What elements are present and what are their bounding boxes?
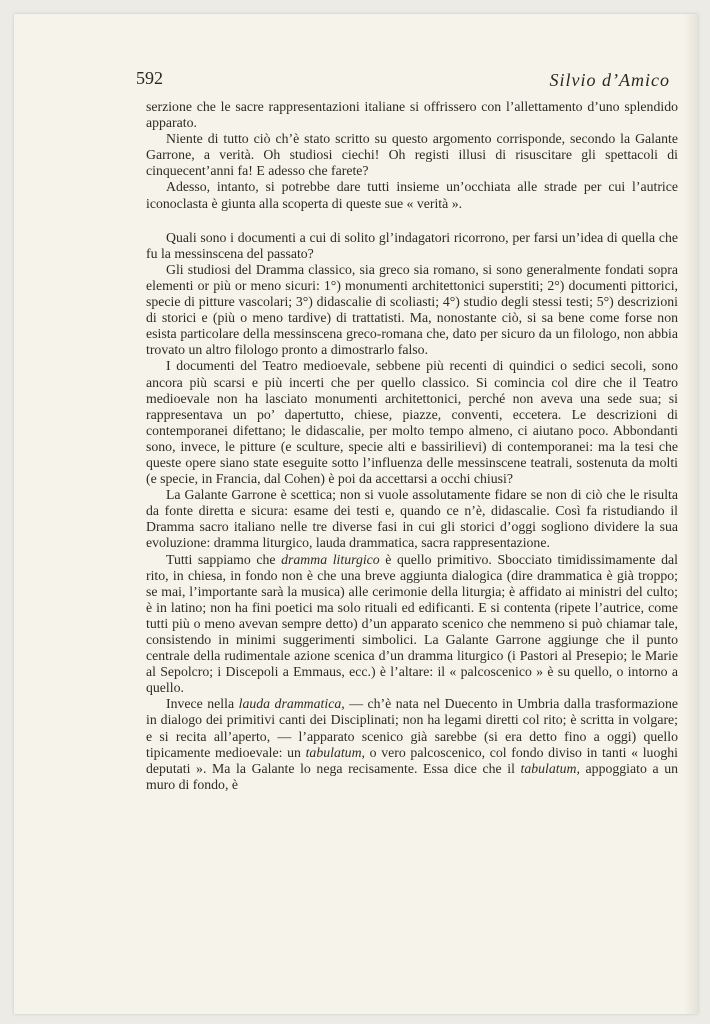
paragraph — [146, 179, 678, 211]
page-header — [136, 68, 678, 96]
paragraph — [146, 696, 678, 793]
text-run: Tutti sappiamo che — [166, 551, 282, 567]
text-run: serzione che le sacre rappresentazioni italiane si offrissero con l’allettamento d’uno splendido apparato. — [146, 99, 678, 131]
italic-text: lauda drammatica, — [238, 696, 345, 712]
paragraph — [146, 131, 678, 179]
text-run: Adesso, intanto, si potrebbe dare tutti insieme un’occhiata alle strade per cui l’autrice iconoclasta è giunta alla scoperta di queste sue « verità ». — [146, 179, 678, 211]
text-run: Niente di tutto ciò ch’è stato scritto su questo argomento corrisponde, secondo la Galante Garrone, a verità. Oh studiosi ciechi! Oh registi illusi di risuscitare gli spettacoli di cinquecent’anni fa! E adesso che farete? — [146, 131, 678, 179]
paragraph — [146, 262, 678, 359]
italic-text: dramma liturgico — [281, 551, 380, 567]
paragraph — [146, 487, 678, 551]
text-run: appoggiato a un muro di fondo, è — [146, 760, 678, 792]
text-run: Gli studiosi del Dramma classico, sia greco sia romano, si sono generalmente fondati sopra elementi or più or meno sicuri: 1°) monumenti architettonici superstiti; 2°) documenti pittorici, specie di pitture vascolari; 3°) didascalie di scoliasti; 4°) studio degli stessi testi; 5°) descrizioni di storici e (più o meno tardive) di trattatisti. Ma, nonostante ciò, si sa bene come forse non esista particolare della messinscena greco-romana che, dato per sicuro da un filologo, non abbia trovato un altro filologo pronto a dimostrarlo falso. — [146, 261, 678, 358]
running-head: Silvio d’Amico — [549, 70, 670, 90]
text-run: I documenti del Teatro medioevale, sebbene più recenti di quindici o sedici secoli, sono ancora più scarsi e più incerti che per quello classico. Si comincia col dire che il Teatro medioevale non ha lasciato monumenti architettonici, perché non aveva una sede sua; si rappresentava un po’ dapertutto, chiese, piazze, conventi, eccetera. Le descrizioni di contemporanei difettano; le didascalie, per molto tempo almeno, ci aiutano poco. Abbondanti sono, invece, le pitture (e sculture, specie alti e bassirilievi) di contemporanei: ma la tesi che queste opere siano state eseguite sotto l’influenza delle messinscene teatrali, sostenuta da molti (e specie, in Francia, dal Cohen) è poi da accettarsi a occhi chiusi? — [146, 358, 678, 487]
italic-text: tabulatum, — [520, 760, 580, 776]
paragraph — [146, 99, 678, 131]
page-edge-shadow — [684, 14, 698, 1014]
text-run: o vero palcoscenico, col fondo diviso in tanti « luoghi deputati ». Ma la Galante lo nega recisamente. Essa dice che il — [146, 744, 678, 776]
body-text — [146, 99, 678, 793]
italic-text: tabulatum, — [305, 744, 365, 760]
section-top — [146, 99, 678, 212]
book-page — [14, 14, 698, 1014]
text-run: La Galante Garrone è scettica; non si vuole assolutamente fidare se non di ciò che le risulta da fonte diretta e sicura: esame dei testi e, quando ce n’è, didascalie. Così fa ristudiando il Dramma sacro italiano nelle tre diverse fasi in cui gli storici d’oggi sogliono dividere la sua evoluzione: dramma liturgico, lauda drammatica, sacra rappresentazione. — [146, 487, 678, 551]
section-main — [146, 230, 678, 793]
text-run: è quello primitivo. Sbocciato timidissimamente dal rito, in chiesa, in fondo non è che una breve aggiunta dialogica (dire drammatica è già troppo; se mai, l’importante sarà la musica) alle cerimonie della liturgia; è affidato ai ministri del culto; è in latino; non ha fini poetici ma solo rituali ed edificanti. E si contenta (ripete l’autrice, come tutti più o meno avevan sempre detto) d’un apparato scenico che nemmeno si può chiamar tale, consistendo in minimi suggerimenti simbolici. La Galante Garrone aggiunge che il punto centrale della rudimentale azione scenica d’un dramma liturgico (i Pastori al Presepio; le Marie al Sepolcro; i Discepoli a Emmaus, ecc.) è l’altare: il « palcoscenico » è su quello, o intorno a quello. — [146, 551, 678, 696]
section-gap — [146, 212, 678, 230]
page-number: 592 — [136, 68, 163, 88]
text-run: — ch’è nata nel Duecento in Umbria dalla trasformazione in dialogo dei primitivi canti dei Disciplinati; non ha legami diretti col rito; è scritta in volgare; e si recita all’aperto, — l’apparato scenico già sarebbe (si era detto fino a oggi) quello tipicamente medioevale: un — [146, 696, 678, 760]
text-run: Invece nella — [166, 696, 239, 712]
paragraph — [146, 358, 678, 487]
paragraph — [146, 552, 678, 697]
text-run: Quali sono i documenti a cui di solito gl’indagatori ricorrono, per farsi un’idea di quella che fu la messinscena del passato? — [146, 229, 678, 261]
paragraph — [146, 230, 678, 262]
